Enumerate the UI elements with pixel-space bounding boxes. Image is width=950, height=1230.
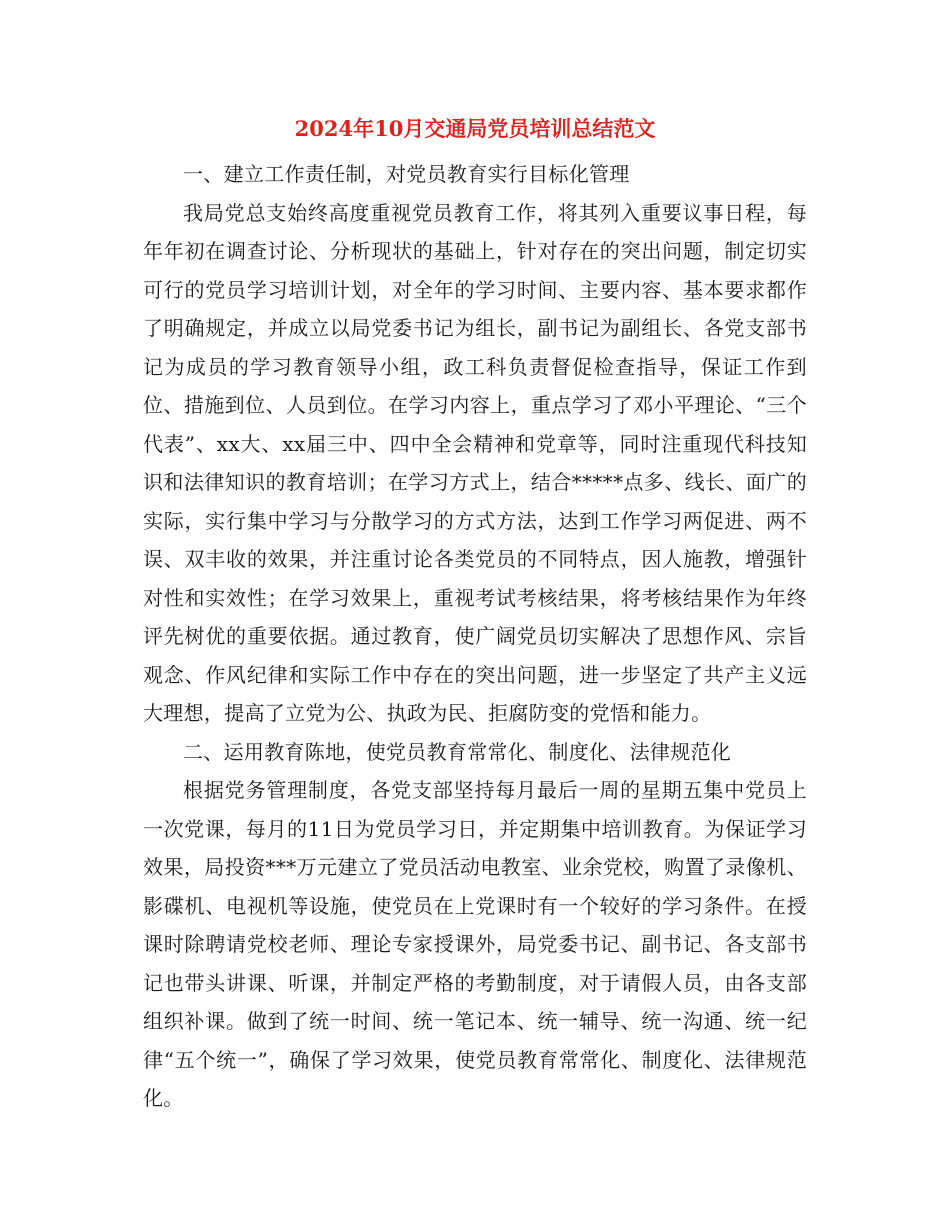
section-heading-1: 一、建立工作责任制，对党员教育实行目标化管理 xyxy=(183,162,630,186)
section-heading-2: 二、运用教育陈地，使党员教育常常化、制度化、法律规范化 xyxy=(183,739,732,764)
paragraph-2: 根据党务管理制度，各党支部坚持每月最后一周的星期五集中党员上一次党课，每月的11日为党员学习日，并定期集中培训教育。为保证学习效果，局投资***万元建立了党员活动电教室、业余党校，购置了录像机、影碟机、电视机等设施，使党员在上党课时有一个较好的学习条件。在授课时除聘请党校老师、理论专家授课外，局党委书记、副书记、各支部书记也带头讲课、听课，并制定严格的考勤制度，对于请假人员，由各支部组织补课。做到了统一时间、统一笔记本、统一辅导、统一沟通、统一纪律“五个统一”，确保了学习效果，使党员教育常常化、制度化、法律规范化。 xyxy=(143,778,807,1110)
document-body xyxy=(143,155,807,1118)
paragraph-1: 我局党总支始终高度重视党员教育工作，将其列入重要议事日程，每年年初在调查讨论、分析现状的基础上，针对存在的突出问题，制定切实可行的党员学习培训计划，对全年的学习时间、主要内容、基本要求都作了明确规定，并成立以局党委书记为组长，副书记为副组长、各党支部书记为成员的学习教育领导小组，政工科负责督促检查指导，保证工作到位、措施到位、人员到位。在学习内容上，重点学习了邓小平理论、“三个代表”、xx大、xx届三中、四中全会精神和党章等，同时注重现代科技知识和法律知识的教育培训；在学习方式上，结合*****点多、线长、面广的实际，实行集中学习与分散学习的方式方法，达到工作学习两促进、两不误、双丰收的效果，并注重讨论各类党员的不同特点，因人施教，增强针对性和实效性；在学习效果上，重视考试考核结果，将考核结果作为年终评先树优的重要依据。通过教育，使广阔党员切实解决了思想作风、宗旨观念、作风纪律和实际工作中存在的突出问题，进一步坚定了共产主义远大理想，提高了立党为公、执政为民、拒腐防变的党悟和能力。 xyxy=(143,200,807,725)
document-title: 2024年10月交通局党员培训总结范文 xyxy=(294,116,656,141)
